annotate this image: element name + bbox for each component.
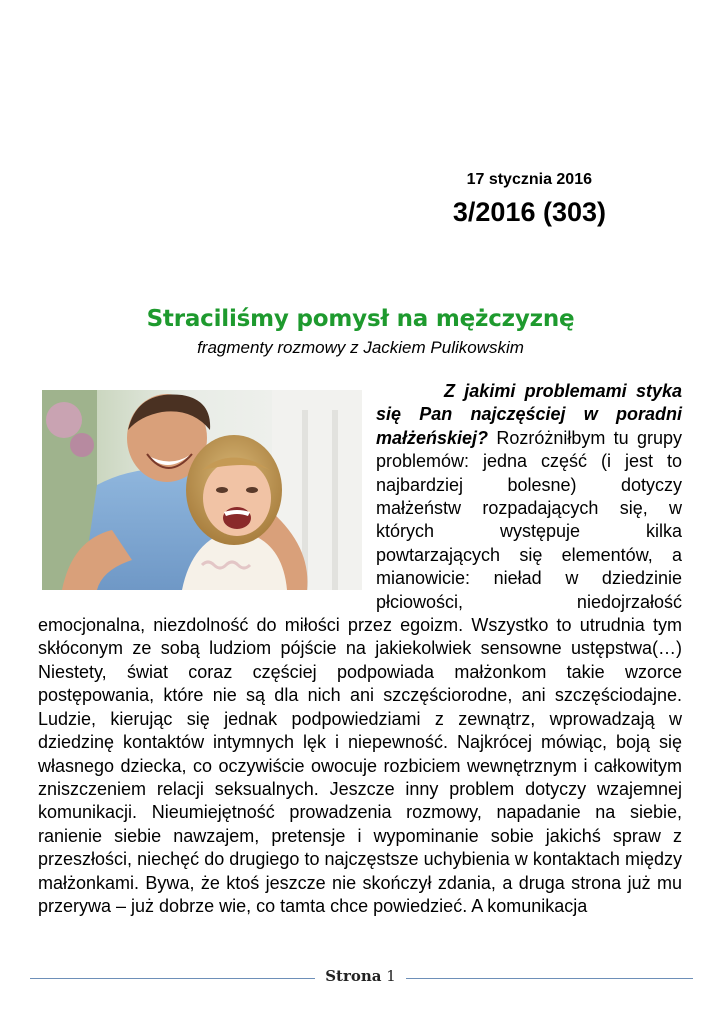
article-body <box>38 380 682 918</box>
page-footer <box>0 967 721 985</box>
article-title: Straciliśmy pomysł na mężczyznę <box>146 306 575 332</box>
issue-date: 17 stycznia 2016 <box>466 171 592 188</box>
interview-answer: Rozróżniłbym tu grupy problemów: jedna część (i jest to najbardziej bolesne) dotyczy małżeństw rozpadających się, w których występuje kilka powtarzających się elementów, a mianowicie: nieład w dziedzinie płciowości, niedojrzałość emocjonalna, niezdolność do miłości przez egoizm. Wszystko to utrudnia tym skłóconym ze sobą ludziom pójście na jakiekolwiek sensowne ustępstwa(…) Niestety, świat coraz częściej podpowiada małżonkom takie wzorce postępowania, które nie są dla nich ani szczęściorodne, ani szczęściodajne. Ludzie, kierując się jednak podpowiedziami z zewnątrz, wprowadzają w dziedzinę kontaktów intymnych lęk i niepewność. Najkrócej mówiąc, boją się własnego dziecka, co oczywiście owocuje rozbiciem wewnętrznym i całkowitym zniszczeniem relacji seksualnych. Jeszcze inny problem dotyczy wzajemnej komunikacji. Nieumiejętność prowadzenia rozmowy, napadanie na siebie, ranienie siebie nawzajem, pretensje i wypominanie sobie jakichś spraw z przeszłości, niechęć do drugiego to najczęstsze uchybienia w kontaktach między małżonkami. Bywa, że ktoś jeszcze nie skończył zdania, a druga strona już mu przerywa – już dobrze wie, co tamta chce powiedzieć. A komunikacja <box>38 427 682 916</box>
issue-number: 3/2016 (303) <box>452 197 606 227</box>
page-number: 1 <box>386 967 396 985</box>
article-subtitle: fragmenty rozmowy z Jackiem Pulikowskim <box>197 338 524 357</box>
interview-question: Z jakimi problemami styka się Pan najczęściej w poradni małżeńskiej? <box>376 381 682 448</box>
page-label: Strona <box>325 967 382 985</box>
article-photo <box>42 390 362 590</box>
